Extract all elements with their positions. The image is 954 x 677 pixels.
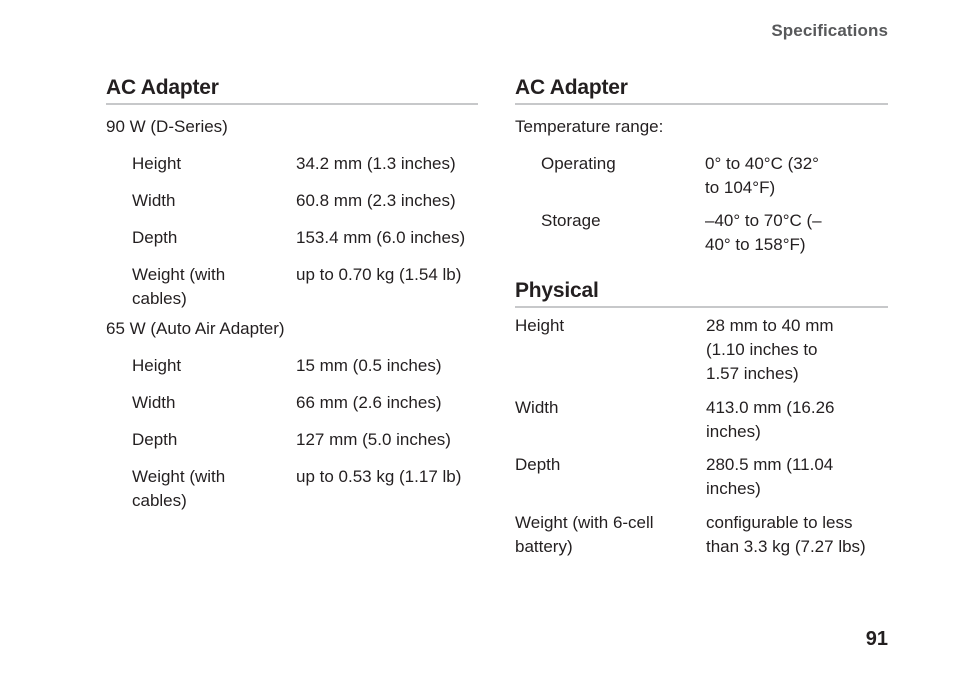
spec-row [106, 391, 478, 415]
spec-key: Depth [132, 430, 178, 449]
group-label-65w: 65 W (Auto Air Adapter) [106, 319, 285, 338]
spec-row [106, 465, 478, 513]
spec-row [515, 152, 888, 200]
spec-row [106, 152, 478, 176]
spec-value: configurable to less than 3.3 kg (7.27 lbs) [706, 513, 866, 556]
spec-value: up to 0.70 kg (1.54 lb) [296, 265, 462, 284]
spec-key: Weight (with cables) [132, 265, 226, 308]
spec-key: Depth [132, 228, 178, 247]
spec-row [106, 354, 478, 378]
spec-key: Operating [541, 154, 616, 173]
spec-row [106, 263, 478, 311]
spec-value: 28 mm to 40 mm (1.10 inches to 1.57 inches) [706, 316, 834, 383]
spec-key: Height [515, 316, 565, 335]
spec-value: 66 mm (2.6 inches) [296, 393, 442, 412]
spec-key: Width [132, 393, 176, 412]
spec-key: Weight (with cables) [132, 467, 226, 510]
spec-value: up to 0.53 kg (1.17 lb) [296, 467, 462, 486]
left-column [106, 76, 478, 513]
section-title-physical: Physical [515, 279, 888, 308]
spec-key: Width [515, 398, 559, 417]
spec-value: 127 mm (5.0 inches) [296, 430, 451, 449]
spec-key: Height [132, 154, 182, 173]
spec-row [515, 314, 888, 386]
spec-value: 153.4 mm (6.0 inches) [296, 228, 466, 247]
spec-row [515, 209, 888, 257]
group-label-90w: 90 W (D-Series) [106, 117, 228, 136]
spec-row [106, 189, 478, 213]
spec-key: Storage [541, 211, 601, 230]
running-header: Specifications [771, 21, 888, 40]
group-label-temperature: Temperature range: [515, 117, 664, 136]
spec-value: 34.2 mm (1.3 inches) [296, 154, 456, 173]
spec-value: –40° to 70°C (–40° to 158°F) [705, 211, 822, 254]
spec-value: 413.0 mm (16.26 inches) [706, 398, 835, 441]
spec-row [515, 453, 888, 501]
spec-value: 15 mm (0.5 inches) [296, 356, 442, 375]
spec-row [106, 226, 478, 250]
section-title-ac-adapter-right: AC Adapter [515, 76, 888, 105]
right-column [515, 76, 888, 559]
spec-key: Depth [515, 455, 561, 474]
spec-key: Width [132, 191, 176, 210]
page-number: 91 [865, 628, 888, 650]
spec-row [515, 396, 888, 444]
spec-key: Height [132, 356, 182, 375]
spec-key: Weight (with 6-cell battery) [515, 513, 654, 556]
spec-value: 0° to 40°C (32° to 104°F) [705, 154, 819, 197]
spec-value: 280.5 mm (11.04 inches) [706, 455, 834, 498]
section-title-ac-adapter: AC Adapter [106, 76, 478, 105]
spec-value: 60.8 mm (2.3 inches) [296, 191, 456, 210]
spec-row [106, 428, 478, 452]
spec-row [515, 511, 888, 559]
